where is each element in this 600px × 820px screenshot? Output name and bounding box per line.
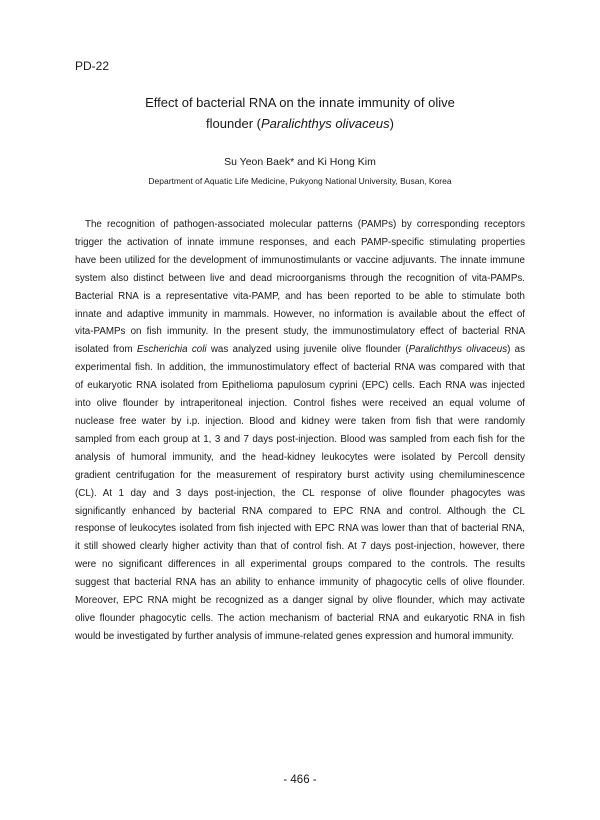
abstract-line: innate and adaptive immunity in mammals. However, no information is available about the effect of <box>75 308 525 320</box>
abstract-line: experimental fish. In addition, the immunostimulatory effect of bacterial RNA was compared with that <box>75 362 525 374</box>
abstract-line: sampled from each group at 1, 3 and 7 days post-injection. Blood was sampled from each fish for the <box>75 433 525 445</box>
page-number: - 466 - <box>283 774 317 786</box>
affiliation: Department of Aquatic Life Medicine, Pukyong National University, Busan, Korea <box>148 176 452 186</box>
abstract-line: it still showed clearly higher activity than that of control fish. At 7 days post-injection, however, there <box>75 541 525 553</box>
abstract-line: of eukaryotic RNA isolated from Epithelioma papulosum cyprini (EPC) cells. Each RNA was injected <box>75 380 525 392</box>
authors: Su Yeon Baek* and Ki Hong Kim <box>224 156 376 168</box>
paper-code: PD-22 <box>75 59 110 73</box>
abstract-line: olive flounder phagocytic cells. The action mechanism of bacterial RNA and eukaryotic RNA in fish <box>75 612 525 624</box>
abstract-line: nuclease free water by i.p. injection. Blood and kidney were taken from fish that were randomly <box>75 415 525 427</box>
abstract-line: The recognition of pathogen-associated molecular patterns (PAMPs) by corresponding receptors <box>85 219 525 230</box>
abstract-line: have been utilized for the development of immunostimulants or vaccine adjuvants. The innate immune <box>75 254 525 266</box>
abstract-line: Bacterial RNA is a representative vita-PAMP, and has been reported to be able to stimulate both <box>75 290 525 302</box>
abstract-line: into olive flounder by intraperitoneal injection. Control fishes were received an equal volume of <box>75 398 525 410</box>
abstract-line: (CL). At 1 day and 3 days post-injection, the CL response of olive flounder phagocytes was <box>75 487 525 499</box>
abstract-line: were no significant differences in all experimental groups compared to the controls. The results <box>75 559 525 571</box>
title-line-2 <box>60 113 540 134</box>
abstract-line: trigger the activation of innate immune responses, and each PAMP-specific stimulating properties <box>75 236 525 248</box>
abstract-line: suggest that bacterial RNA has an ability to enhance immunity of phagocytic cells of olive flounder. <box>75 577 525 589</box>
species-name: Escherichia coli <box>136 344 207 356</box>
title-species-name: Paralichthys olivaceus <box>260 116 390 131</box>
title-species-prefix: flounder ( <box>206 116 261 131</box>
abstract-line: vita-PAMPs on fish immunity. In the present study, the immunostimulatory effect of bacterial RNA <box>75 326 525 338</box>
abstract-line: system also distinct between live and dead microorganisms through the recognition of vita-PAMPs. <box>75 272 525 284</box>
title-line-1: Effect of bacterial RNA on the innate immunity of olive <box>145 95 455 110</box>
abstract-line: isolated from Escherichia coli was analyzed using juvenile olive flounder (Paralichthys olivaceus) as <box>75 344 525 356</box>
abstract-line: significantly enhanced by bacterial RNA compared to EPC RNA and control. Although the CL <box>75 505 525 517</box>
abstract-line: analysis of humoral immunity, and the head-kidney leukocytes were isolated by Percoll density <box>75 451 525 463</box>
title-species-suffix: ) <box>389 116 394 131</box>
species-name: Paralichthys olivaceus <box>408 344 508 356</box>
abstract-line: response of leukocytes isolated from fish injected with EPC RNA was lower than that of bacterial RNA, <box>75 523 525 535</box>
abstract-line: would be investigated by further analysis of immune-related genes expression and humoral immunity. <box>75 630 514 642</box>
abstract-body <box>75 216 525 646</box>
abstract-line: gradient centrifugation for the measurement of respiratory burst activity using chemiluminescence <box>75 469 525 481</box>
paper-title <box>60 92 540 134</box>
abstract-line: Moreover, EPC RNA might be recognized as a danger signal by olive flounder, which may activate <box>75 595 525 607</box>
